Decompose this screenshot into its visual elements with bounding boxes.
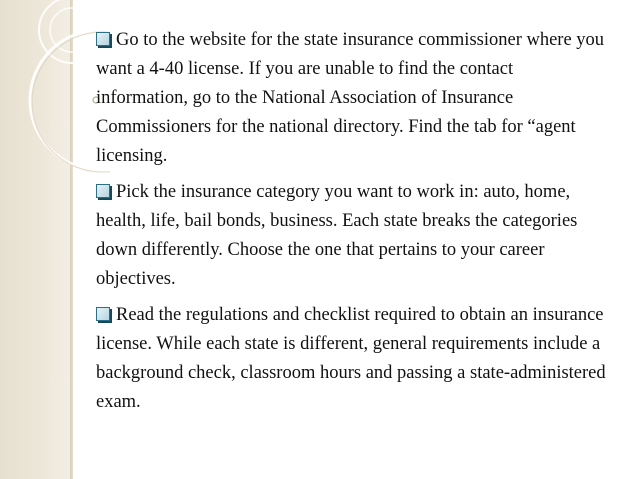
list-item — [96, 26, 608, 171]
bullet-list — [96, 26, 608, 424]
list-item-text: Go to the website for the state insurance commissioner where you want a 4-40 license. If you are unable to find the contact information, go to the National Association of Insurance Commissioners for the national directory. Find the tab for “agent licensing. — [96, 30, 605, 166]
square-bullet-icon — [96, 184, 110, 198]
list-item-text: Pick the insurance category you want to work in: auto, home, health, life, bail bonds, business. Each state breaks the categories down differently. Choose the one that pertains to your career objectives. — [96, 182, 578, 289]
list-item — [96, 301, 608, 417]
list-item — [96, 178, 608, 294]
list-item-text: Read the regulations and checklist required to obtain an insurance license. While each state is different, general requirements include a background check, classroom hours and passing a state-administered exam. — [96, 305, 606, 412]
square-bullet-icon — [96, 307, 110, 321]
side-divider — [70, 0, 73, 479]
side-band — [0, 0, 70, 479]
square-bullet-icon — [96, 32, 110, 46]
